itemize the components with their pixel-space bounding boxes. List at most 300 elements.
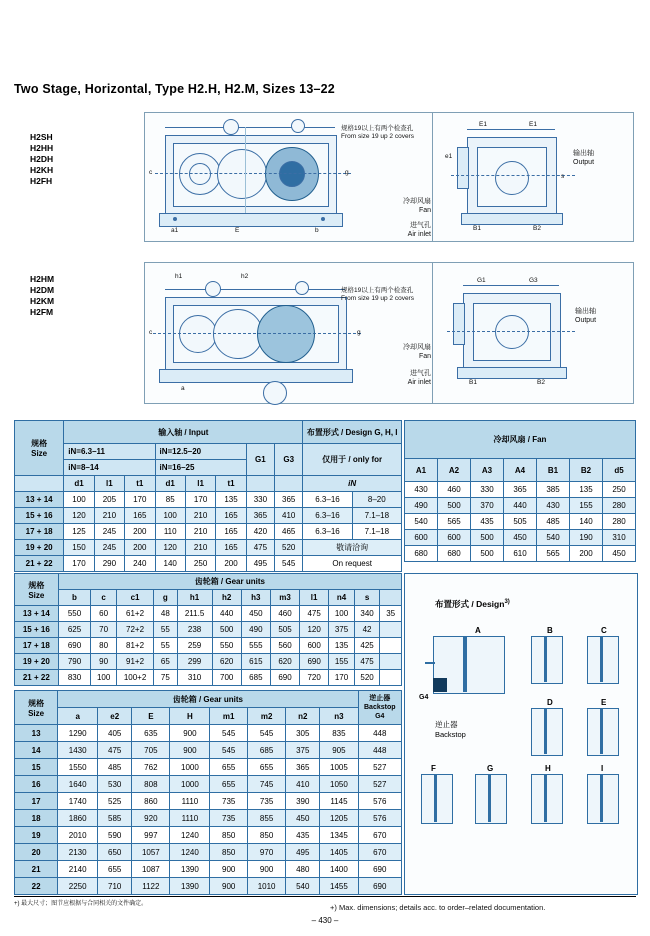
table-cell: 200 <box>216 556 246 572</box>
table-cell: 135 <box>216 492 246 508</box>
design-label-A: A <box>475 626 481 635</box>
table-cell: 330 <box>246 492 274 508</box>
t2-col-h3: h3 <box>241 590 270 606</box>
table-cell: 527 <box>358 759 401 776</box>
table-cell: 2140 <box>58 861 98 878</box>
table-cell: 705 <box>132 742 170 759</box>
table-cell: 600 <box>300 638 329 654</box>
table-cell: 545 <box>210 742 248 759</box>
table-cell: 100 <box>155 508 185 524</box>
table-cell: 75 <box>154 670 177 686</box>
drawing-top-side: E1 E1 e1 s B1 B2 输出轴 Output 冷却风扇 Fan 进气孔 Air inlet <box>432 112 634 242</box>
t1-size-en: Size <box>31 449 48 458</box>
t3-row-size: 14 <box>15 742 58 759</box>
table-cell: 635 <box>132 725 170 742</box>
page-number: – 430 – <box>311 916 339 925</box>
table-cell: 600 <box>438 530 471 546</box>
table-cell: 370 <box>471 498 504 514</box>
table-cell: 855 <box>248 810 286 827</box>
table-cell: 565 <box>537 546 570 562</box>
table-cell: 450 <box>603 546 636 562</box>
t2-col-c1: c1 <box>116 590 153 606</box>
table-cell: 211.5 <box>177 606 212 622</box>
table-cell: On request <box>303 556 402 572</box>
table-cell: 900 <box>170 742 210 759</box>
table-cell: 135 <box>570 482 603 498</box>
table-cell: 敬请洽询 <box>303 540 402 556</box>
table-cell: 520 <box>354 670 380 686</box>
table-cell: 1405 <box>320 844 358 861</box>
table-cell: 435 <box>286 827 320 844</box>
table-cell: 80 <box>91 638 117 654</box>
t2-col-c: c <box>91 590 117 606</box>
table-cell: 762 <box>132 759 170 776</box>
t2-col-l1: l1 <box>300 590 329 606</box>
table-cell: 655 <box>210 776 248 793</box>
table-cell: 210 <box>94 508 124 524</box>
t2-col-m3: m3 <box>270 590 299 606</box>
table-cell: 210 <box>185 524 215 540</box>
table-cell: 560 <box>270 638 299 654</box>
table-cell: 450 <box>241 606 270 622</box>
table-cell: 530 <box>98 776 132 793</box>
label-output-bottom: 输出轴 Output <box>575 308 597 324</box>
table-cell: 590 <box>98 827 132 844</box>
table-cell: 615 <box>241 654 270 670</box>
table-cell: 490 <box>241 622 270 638</box>
table-cell: 385 <box>537 482 570 498</box>
t2-col-g: g <box>154 590 177 606</box>
table-cell: 210 <box>185 540 215 556</box>
table-cell: 1455 <box>320 878 358 895</box>
t3-row-size: 15 <box>15 759 58 776</box>
table-cell: 240 <box>125 556 155 572</box>
table-cell: 850 <box>248 827 286 844</box>
table-cell: 1400 <box>320 861 358 878</box>
table-cell: 576 <box>358 810 401 827</box>
t2-gear-header: 齿轮箱 / Gear units <box>58 574 401 590</box>
table-cell: 190 <box>570 530 603 546</box>
table-cell: 2250 <box>58 878 98 895</box>
label-output-top: 输出轴 Output <box>573 150 595 166</box>
t1-in-d: iN=16–25 <box>159 463 195 472</box>
table-cell: 505 <box>504 514 537 530</box>
table-cell: 448 <box>358 742 401 759</box>
table-cell: 860 <box>132 793 170 810</box>
table-cell: 900 <box>248 861 286 878</box>
table-cell: 685 <box>248 742 286 759</box>
table-cell: 460 <box>270 606 299 622</box>
table-cell: 555 <box>241 638 270 654</box>
table-cell: 1240 <box>170 844 210 861</box>
t1b-col-B1: B1 <box>537 459 570 482</box>
table-cell: 100 <box>91 670 117 686</box>
table-cell: 1860 <box>58 810 98 827</box>
t3-size-cn: 规格 <box>28 698 45 708</box>
table-cell: 375 <box>329 622 355 638</box>
t3-col-H: H <box>170 708 210 725</box>
t3-row-size: 17 <box>15 793 58 810</box>
table-cell: 140 <box>155 556 185 572</box>
table-cell: 365 <box>504 482 537 498</box>
table-cell: 155 <box>570 498 603 514</box>
table-cell: 170 <box>329 670 355 686</box>
table-cell: 340 <box>354 606 380 622</box>
table-cell: 460 <box>438 482 471 498</box>
table-cell: 670 <box>358 827 401 844</box>
table-cell: 525 <box>98 793 132 810</box>
table-cell: 550 <box>58 606 91 622</box>
table-cell: 900 <box>210 878 248 895</box>
table-cell: 165 <box>125 508 155 524</box>
table-cell: 735 <box>248 793 286 810</box>
t3-row-size: 20 <box>15 844 58 861</box>
table-cell: 540 <box>537 530 570 546</box>
table-cell: 655 <box>210 759 248 776</box>
table-cell: 610 <box>504 546 537 562</box>
t1b-col-A3: A3 <box>471 459 504 482</box>
t3-col-n3: n3 <box>320 708 358 725</box>
t3-col-e2: e2 <box>98 708 132 725</box>
table-cell: 495 <box>246 556 274 572</box>
table-cell: 250 <box>185 556 215 572</box>
table-cell: 1005 <box>320 759 358 776</box>
table-cell <box>380 670 402 686</box>
table-cell: 120 <box>64 508 94 524</box>
note-bottom: 规格19以上有两个检查孔 From size 19 up 2 covers <box>341 287 414 302</box>
table-cell: 650 <box>98 844 132 861</box>
model-h2hh: H2HH <box>30 143 54 153</box>
table-cell: 475 <box>246 540 274 556</box>
label-fan-top: 冷却风扇 Fan <box>403 198 431 214</box>
table-cell: 6.3–16 <box>303 508 352 524</box>
table-cell: 1740 <box>58 793 98 810</box>
table-cell: 1000 <box>170 759 210 776</box>
t1-design-cn: 布置形式 / Design G, H, I <box>306 427 398 437</box>
model-list-top <box>30 132 53 187</box>
table-cell: 1550 <box>58 759 98 776</box>
design-backstop-symbol: G4 <box>419 694 429 701</box>
table-cell: 245 <box>94 524 124 540</box>
footnote-cn: +) 最大尺寸；图节应根据与合同相关的文件确定。 <box>14 901 148 907</box>
t1-col-t1b: t1 <box>216 476 246 492</box>
table-cell: 170 <box>125 492 155 508</box>
table-cell: 690 <box>270 670 299 686</box>
design-backstop-caption: 逆止器 Backstop <box>435 720 466 739</box>
t2-col-b: b <box>58 590 91 606</box>
table-input-design <box>14 420 402 572</box>
label-fan-bottom: 冷却风扇 Fan <box>403 344 431 360</box>
table-cell: 670 <box>358 844 401 861</box>
table-cell: 135 <box>329 638 355 654</box>
table-cell: 48 <box>154 606 177 622</box>
t3-row-size: 22 <box>15 878 58 895</box>
t2-col-h1: h1 <box>177 590 212 606</box>
table-cell: 100 <box>329 606 355 622</box>
t3-row-size: 13 <box>15 725 58 742</box>
table-cell: 900 <box>210 861 248 878</box>
table-cell: 970 <box>248 844 286 861</box>
table-cell: 61+2 <box>116 606 153 622</box>
table-cell: 1390 <box>170 878 210 895</box>
t2-col-extra <box>380 590 402 606</box>
table-cell: 150 <box>64 540 94 556</box>
t1b-col-A1: A1 <box>405 459 438 482</box>
model-h2km: H2KM <box>30 296 55 306</box>
t1-in-b: iN=8–14 <box>68 463 99 472</box>
table-cell: 365 <box>275 492 303 508</box>
t1-size-cn: 规格 <box>31 439 48 448</box>
table-cell: 170 <box>185 492 215 508</box>
table-cell: 425 <box>354 638 380 654</box>
table-cell: 485 <box>537 514 570 530</box>
table-cell: 655 <box>248 759 286 776</box>
table-cell: 480 <box>286 861 320 878</box>
t3-col-E: E <box>132 708 170 725</box>
table-cell: 81+2 <box>116 638 153 654</box>
model-h2fm: H2FM <box>30 307 54 317</box>
table-cell: 85 <box>155 492 185 508</box>
model-h2dh: H2DH <box>30 154 54 164</box>
table-cell: 450 <box>504 530 537 546</box>
table-cell: 475 <box>98 742 132 759</box>
table-cell: 550 <box>212 638 241 654</box>
table-cell: 155 <box>329 654 355 670</box>
t2-row-size: 17 + 18 <box>15 638 59 654</box>
drawing-bottom-plan: 规格19以上有两个检查孔 From size 19 up 2 covers h1 h2 c g a <box>144 262 436 404</box>
t2-row-size: 21 + 22 <box>15 670 59 686</box>
table-cell: 545 <box>275 556 303 572</box>
drawing-bottom-side: G1 G3 B1 B2 输出轴 Output 冷却风扇 Fan 进气孔 Air inlet <box>432 262 634 404</box>
table-cell: 690 <box>58 638 91 654</box>
table-cell: 500 <box>212 622 241 638</box>
table-cell: 1345 <box>320 827 358 844</box>
table-cell: 299 <box>177 654 212 670</box>
table-cell: 830 <box>58 670 91 686</box>
table-cell: 165 <box>216 524 246 540</box>
table-cell: 7.1–18 <box>352 508 401 524</box>
t3-row-size: 19 <box>15 827 58 844</box>
model-h2hm: H2HM <box>30 274 55 284</box>
model-list-bottom <box>30 274 54 318</box>
t1-row-size: 13 + 14 <box>15 492 64 508</box>
table-cell: 430 <box>405 482 438 498</box>
table-cell: 6.3–16 <box>303 524 352 540</box>
table-cell: 245 <box>94 540 124 556</box>
table-cell: 55 <box>154 638 177 654</box>
t3-row-size: 18 <box>15 810 58 827</box>
table-cell: 165 <box>216 508 246 524</box>
table-cell: 420 <box>246 524 274 540</box>
table-cell: 1057 <box>132 844 170 861</box>
t3-col-n2: n2 <box>286 708 320 725</box>
label-airinlet-bottom: 进气孔 Air inlet <box>407 370 431 386</box>
t2-row-size: 19 + 20 <box>15 654 59 670</box>
table-cell: 850 <box>210 844 248 861</box>
table-cell: 410 <box>286 776 320 793</box>
table-cell: 259 <box>177 638 212 654</box>
table-cell: 430 <box>537 498 570 514</box>
table-gear-units-2 <box>14 690 402 895</box>
table-cell: 200 <box>125 540 155 556</box>
design-label-I: I <box>601 764 604 773</box>
table-cell: 1290 <box>58 725 98 742</box>
table-cell: 100 <box>64 492 94 508</box>
t1-row-size: 21 + 22 <box>15 556 64 572</box>
table-cell: 475 <box>354 654 380 670</box>
table-cell: 745 <box>248 776 286 793</box>
table-cell: 1010 <box>248 878 286 895</box>
t1-in-c: iN=12.5–20 <box>159 447 202 456</box>
table-cell: 8–20 <box>352 492 401 508</box>
table-cell: 905 <box>320 742 358 759</box>
table-cell: 527 <box>358 776 401 793</box>
t2-col-h2: h2 <box>212 590 241 606</box>
table-cell: 500 <box>471 546 504 562</box>
table-cell: 680 <box>405 546 438 562</box>
t1-design-header <box>303 421 402 444</box>
t3-col-m1: m1 <box>210 708 248 725</box>
t1-input-header: 输入轴 / Input <box>64 421 303 444</box>
table-cell: 1205 <box>320 810 358 827</box>
t1-only-for: 仅用于 / only for <box>303 444 402 476</box>
table-cell: 305 <box>286 725 320 742</box>
footer-divider <box>14 896 636 897</box>
t3-row-size: 16 <box>15 776 58 793</box>
table-cell: 1110 <box>170 793 210 810</box>
table-cell: 540 <box>286 878 320 895</box>
table-cell: 620 <box>270 654 299 670</box>
table-cell: 6.3–16 <box>303 492 352 508</box>
table-cell: 250 <box>603 482 636 498</box>
t3-col-m2: m2 <box>248 708 286 725</box>
t1b-col-A4: A4 <box>504 459 537 482</box>
table-cell: 1122 <box>132 878 170 895</box>
table-cell: 500 <box>438 498 471 514</box>
t1b-col-A2: A2 <box>438 459 471 482</box>
table-cell: 165 <box>216 540 246 556</box>
table-gear-units-1 <box>14 573 402 686</box>
table-cell: 35 <box>380 606 402 622</box>
table-cell: 410 <box>275 508 303 524</box>
t3-backstop-en: Backstop <box>364 704 396 711</box>
table-cell: 2130 <box>58 844 98 861</box>
table-cell: 1000 <box>170 776 210 793</box>
table-cell: 140 <box>570 514 603 530</box>
table-cell: 110 <box>155 524 185 540</box>
t3-size-en: Size <box>28 708 45 718</box>
t3-backstop-cn: 逆止器 <box>369 695 391 702</box>
t1-col-d1b: d1 <box>155 476 185 492</box>
table-cell: 365 <box>246 508 274 524</box>
table-cell: 495 <box>286 844 320 861</box>
note-top: 规格19以上有两个检查孔 From size 19 up 2 covers <box>341 125 414 140</box>
table-cell: 310 <box>177 670 212 686</box>
design-label-F: F <box>431 764 436 773</box>
table-cell: 405 <box>98 725 132 742</box>
design-label-G: G <box>487 764 494 773</box>
t1b-fan-header: 冷却风扇 / Fan <box>405 421 636 459</box>
table-cell <box>380 622 402 638</box>
table-cell: 475 <box>300 606 329 622</box>
table-cell: 330 <box>471 482 504 498</box>
table-cell: 1110 <box>170 810 210 827</box>
table-cell: 390 <box>286 793 320 810</box>
table-cell: 720 <box>300 670 329 686</box>
table-cell <box>380 654 402 670</box>
table-cell: 125 <box>64 524 94 540</box>
t2-row-size: 15 + 16 <box>15 622 59 638</box>
table-cell: 450 <box>286 810 320 827</box>
table-cell: 365 <box>286 759 320 776</box>
table-cell: 120 <box>300 622 329 638</box>
table-cell: 655 <box>98 861 132 878</box>
design-label-E: E <box>601 698 607 707</box>
design-title-sup: 3) <box>504 599 510 606</box>
design-panel-title: 布置形式 / Design$^{3)}$ <box>435 599 510 609</box>
table-cell: 440 <box>504 498 537 514</box>
table-cell <box>380 638 402 654</box>
table-cell: 710 <box>98 878 132 895</box>
table-cell: 120 <box>155 540 185 556</box>
drawing-top-plan: 规格19以上有两个检查孔 From size 19 up 2 covers a1 E b c g <box>144 112 436 242</box>
table-cell: 808 <box>132 776 170 793</box>
table-cell: 576 <box>358 793 401 810</box>
table-cell: 1087 <box>132 861 170 878</box>
table-cell: 700 <box>212 670 241 686</box>
table-cell: 435 <box>471 514 504 530</box>
table-cell: 690 <box>358 861 401 878</box>
table-cell: 690 <box>300 654 329 670</box>
t1-row-size: 17 + 18 <box>15 524 64 540</box>
t1-col-G1: G1 <box>246 444 274 476</box>
table-cell: 60 <box>91 606 117 622</box>
table-fan <box>404 420 636 562</box>
table-cell: 440 <box>212 606 241 622</box>
table-cell: 2010 <box>58 827 98 844</box>
table-cell: 620 <box>212 654 241 670</box>
table-cell: 90 <box>91 654 117 670</box>
t2-col-n4: n4 <box>329 590 355 606</box>
t1-col-G3: G3 <box>275 444 303 476</box>
table-cell: 375 <box>286 742 320 759</box>
table-cell: 520 <box>275 540 303 556</box>
t1b-col-d5: d5 <box>603 459 636 482</box>
model-h2sh: H2SH <box>30 132 53 142</box>
table-cell: 310 <box>603 530 636 546</box>
table-cell: 735 <box>210 810 248 827</box>
table-cell: 490 <box>405 498 438 514</box>
footnote-en: +) Max. dimensions; details acc. to order–related documentation. <box>330 903 546 912</box>
table-cell: 100+2 <box>116 670 153 686</box>
table-cell: 42 <box>354 622 380 638</box>
table-cell: 735 <box>210 793 248 810</box>
table-cell: 1390 <box>170 861 210 878</box>
table-cell: 290 <box>94 556 124 572</box>
design-label-B: B <box>547 626 553 635</box>
table-cell: 625 <box>58 622 91 638</box>
table-cell: 565 <box>438 514 471 530</box>
t2-size-cn: 规格 <box>28 580 45 590</box>
technical-drawings <box>14 104 636 414</box>
t1-col-t1a: t1 <box>125 476 155 492</box>
table-cell: 680 <box>438 546 471 562</box>
t2-col-s: s <box>354 590 380 606</box>
table-cell: 200 <box>570 546 603 562</box>
table-cell: 1145 <box>320 793 358 810</box>
table-cell: 600 <box>405 530 438 546</box>
t1-row-size: 15 + 16 <box>15 508 64 524</box>
